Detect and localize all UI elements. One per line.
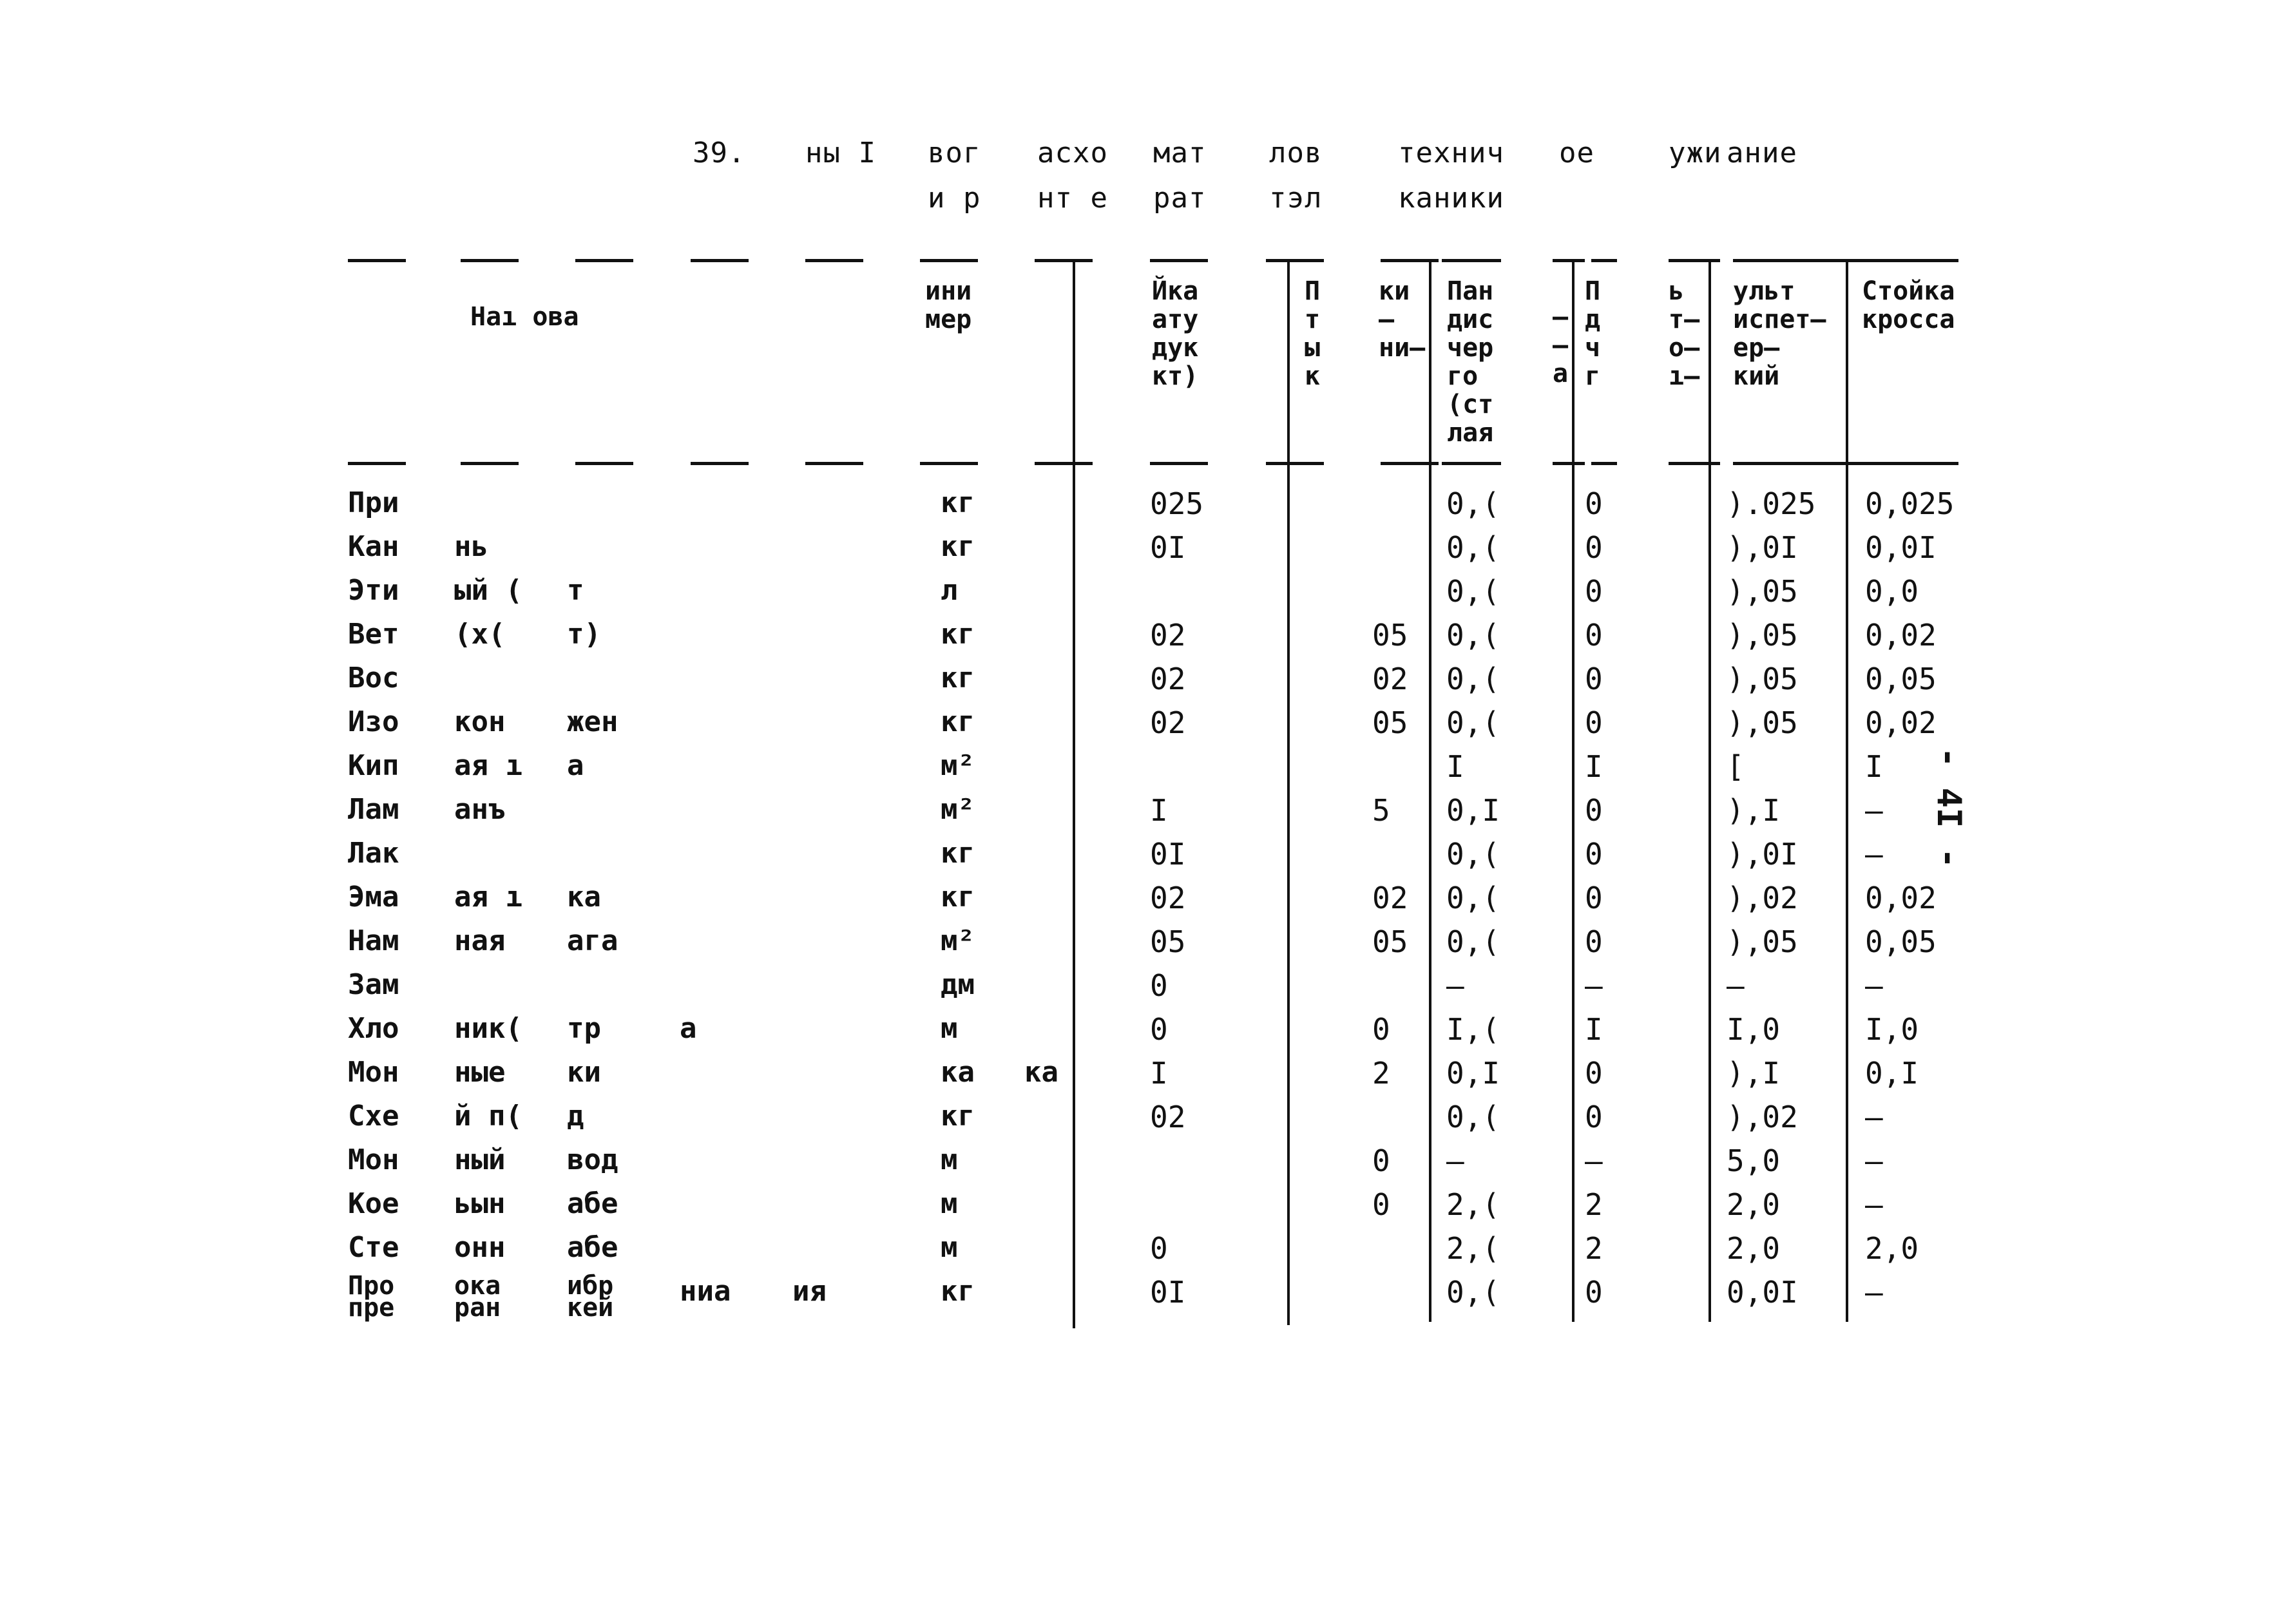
table-cell-f: –	[1865, 793, 1883, 828]
title-fragment-line2: тэл	[1269, 182, 1323, 215]
header-bottom-rule	[691, 462, 749, 465]
table-cell-a: 02	[1150, 618, 1186, 653]
header-top-rule	[920, 259, 978, 262]
title-fragment: лов	[1269, 137, 1323, 169]
table-cell-x: ка	[1024, 1056, 1058, 1089]
table-cell-e: [	[1727, 749, 1745, 784]
table-cell-unit: ка	[941, 1056, 975, 1089]
table-cell-a: 02	[1150, 881, 1186, 915]
table-cell-unit: м²	[941, 749, 975, 782]
header-bottom-rule	[1855, 462, 1958, 465]
column-header-panel: Пан дис чер го (ст лая	[1447, 276, 1494, 448]
table-cell-f: 0,02	[1865, 705, 1937, 740]
table-cell-n1: Эти	[348, 574, 399, 607]
table-cell-c: 0,(	[1446, 881, 1500, 915]
table-cell-d: 0	[1585, 705, 1603, 740]
header-bottom-rule	[1150, 462, 1208, 465]
title-fragment-line2: нт е	[1037, 182, 1108, 215]
table-cell-n4: а	[680, 1012, 697, 1045]
table-cell-d: I	[1585, 1012, 1603, 1047]
table-cell-e: ),05	[1727, 924, 1798, 959]
table-cell-unit: м	[941, 1143, 958, 1176]
table-cell-unit: кг	[941, 530, 975, 563]
table-cell-n3: т	[567, 574, 584, 607]
column-divider	[1708, 259, 1711, 1322]
table-cell-f: I,0	[1865, 1012, 1919, 1047]
table-cell-n3: ка	[567, 881, 601, 913]
table-cell-b: 05	[1372, 705, 1408, 740]
table-cell-c: 0,(	[1446, 618, 1500, 653]
table-cell-unit: кг	[941, 1100, 975, 1132]
table-cell-n1: Эма	[348, 881, 399, 913]
header-top-rule	[691, 259, 749, 262]
table-cell-b: 5	[1372, 793, 1390, 828]
column-divider	[1073, 259, 1075, 1328]
table-cell-f: 0,0	[1865, 574, 1919, 609]
table-cell-b: 0	[1372, 1012, 1390, 1047]
table-cell-n3: абе	[567, 1187, 618, 1220]
title-fragment: ны I	[805, 137, 876, 169]
table-cell-n1: Лам	[348, 793, 399, 826]
table-cell-n3: ки	[567, 1056, 601, 1089]
header-bottom-rule	[1553, 462, 1585, 465]
table-cell-f: 0,025	[1865, 486, 1955, 521]
table-cell-f: 2,0	[1865, 1231, 1919, 1266]
column-divider	[1572, 259, 1574, 1322]
table-cell-c: 0,(	[1446, 837, 1500, 872]
title-fragment: ужи	[1669, 137, 1722, 169]
table-cell-n2: ная	[454, 924, 506, 957]
table-cell-unit: дм	[941, 968, 975, 1001]
table-cell-c: 0,I	[1446, 793, 1500, 828]
table-cell-c: 0,(	[1446, 1100, 1500, 1134]
table-cell-b: 02	[1372, 662, 1408, 696]
table-cell-n2: анъ	[454, 793, 506, 826]
table-cell-f: 0,0I	[1865, 530, 1937, 565]
table-cell-f: –	[1865, 1143, 1883, 1178]
title-fragment: вог	[928, 137, 981, 169]
table-cell-n2: нь	[454, 530, 488, 563]
table-cell-e: 5,0	[1727, 1143, 1781, 1178]
table-cell-f: 0,05	[1865, 662, 1937, 696]
header-top-rule	[575, 259, 633, 262]
table-cell-unit: м	[941, 1012, 958, 1045]
header-top-rule	[1442, 259, 1501, 262]
table-cell-n1: При	[348, 486, 399, 519]
table-cell-d: 0	[1585, 618, 1603, 653]
table-cell-n2: ый (	[454, 574, 522, 607]
column-divider	[1287, 259, 1290, 1325]
table-cell-c: 0,I	[1446, 1056, 1500, 1091]
header-top-rule	[1266, 259, 1324, 262]
table-cell-n1: Сте	[348, 1231, 399, 1264]
table-cell-d: I	[1585, 749, 1603, 784]
table-cell-e: –	[1727, 968, 1745, 1003]
table-cell-a: 05	[1150, 924, 1186, 959]
table-cell-e: ),05	[1727, 662, 1798, 696]
table-cell-e: ).025	[1727, 486, 1816, 521]
table-cell-e: 0,0I	[1727, 1275, 1798, 1310]
table-cell-unit: кг	[941, 486, 975, 519]
table-cell-e: ),0I	[1727, 530, 1798, 565]
table-cell-n2: й п(	[454, 1100, 522, 1132]
table-cell-unit: кг	[941, 618, 975, 651]
table-cell-c: 2,(	[1446, 1187, 1500, 1222]
table-cell-a: 0	[1150, 1012, 1168, 1047]
table-cell-f: –	[1865, 1275, 1883, 1310]
table-cell-d: 2	[1585, 1187, 1603, 1222]
table-cell-n1: Кип	[348, 749, 399, 782]
table-cell-d: 0	[1585, 924, 1603, 959]
table-cell-f: 0,02	[1865, 881, 1937, 915]
header-bottom-rule	[348, 462, 406, 465]
header-bottom-rule	[1035, 462, 1093, 465]
header-bottom-rule	[805, 462, 863, 465]
table-cell-e: ),02	[1727, 1100, 1798, 1134]
column-header-c5: П т ы к	[1305, 276, 1321, 391]
table-cell-unit: кг	[941, 1275, 975, 1308]
table-cell-f: –	[1865, 968, 1883, 1003]
table-cell-f: 0,05	[1865, 924, 1937, 959]
table-cell-n2: ая ı	[454, 749, 522, 782]
column-header-console: ульт испет– ер– кий	[1733, 276, 1826, 391]
table-cell-e: ),0I	[1727, 837, 1798, 872]
header-top-rule	[805, 259, 863, 262]
header-top-rule	[348, 259, 406, 262]
table-cell-a: 0	[1150, 1231, 1168, 1266]
table-cell-n2: ные	[454, 1056, 506, 1089]
table-title	[683, 137, 1891, 233]
table-cell-d: –	[1585, 1143, 1603, 1178]
table-cell-e: 2,0	[1727, 1231, 1781, 1266]
header-top-rule	[461, 259, 519, 262]
table-cell-d: 0	[1585, 530, 1603, 565]
table-cell-c: I	[1446, 749, 1464, 784]
column-header-c10: ь т– о– ı–	[1669, 276, 1700, 391]
table-cell-d: 0	[1585, 486, 1603, 521]
title-fragment: мат	[1153, 137, 1207, 169]
table-cell-b: 05	[1372, 618, 1408, 653]
table-cell-a: 0I	[1150, 530, 1186, 565]
table-cell-c: 0,(	[1446, 705, 1500, 740]
header-top-rule	[1553, 259, 1585, 262]
header-top-rule	[1591, 259, 1617, 262]
title-fragment: технич	[1398, 137, 1504, 169]
table-cell-b: 05	[1372, 924, 1408, 959]
table-cell-n1: Кое	[348, 1187, 399, 1220]
table-cell-a: I	[1150, 1056, 1168, 1091]
table-cell-unit: л	[941, 574, 958, 607]
table-cell-n1: Мон	[348, 1143, 399, 1176]
table-cell-d: 0	[1585, 837, 1603, 872]
table-cell-unit: кг	[941, 662, 975, 694]
table-cell-f: I	[1865, 749, 1883, 784]
page-number: - 4I -	[1929, 747, 1968, 868]
table-cell-n1: Лак	[348, 837, 399, 870]
table-cell-e: I,0	[1727, 1012, 1781, 1047]
table-cell-n1: Кан	[348, 530, 399, 563]
header-bottom-rule	[1442, 462, 1501, 465]
table-cell-f: –	[1865, 837, 1883, 872]
header-bottom-rule	[1266, 462, 1324, 465]
title-fragment: асхо	[1037, 137, 1108, 169]
header-bottom-rule	[1669, 462, 1720, 465]
table-cell-c: 0,(	[1446, 1275, 1500, 1310]
table-cell-b: 02	[1372, 881, 1408, 915]
table-cell-n1: Мон	[348, 1056, 399, 1089]
table-cell-n1: Нам	[348, 924, 399, 957]
table-cell-unit: м²	[941, 793, 975, 826]
header-top-rule	[1150, 259, 1208, 262]
table-cell-n3: ибр кей	[567, 1271, 614, 1323]
header-bottom-rule	[461, 462, 519, 465]
table-cell-n3: абе	[567, 1231, 618, 1264]
header-top-rule	[1669, 259, 1720, 262]
table-cell-c: 0,(	[1446, 486, 1500, 521]
table-cell-e: ),02	[1727, 881, 1798, 915]
table-cell-d: 0	[1585, 793, 1603, 828]
table-cell-a: 0I	[1150, 837, 1186, 872]
table-cell-d: 0	[1585, 1275, 1603, 1310]
table-cell-e: ),I	[1727, 1056, 1781, 1091]
table-cell-e: ),05	[1727, 618, 1798, 653]
table-cell-a: 0I	[1150, 1275, 1186, 1310]
table-cell-n1: Зам	[348, 968, 399, 1001]
table-cell-a: 025	[1150, 486, 1204, 521]
table-cell-d: 2	[1585, 1231, 1603, 1266]
table-cell-n3: т)	[567, 618, 601, 651]
table-cell-f: –	[1865, 1100, 1883, 1134]
column-header-unit: ини мер	[925, 276, 972, 334]
table-cell-n3: вод	[567, 1143, 618, 1176]
column-header-c8: – – а	[1553, 302, 1569, 388]
table-cell-d: 0	[1585, 574, 1603, 609]
table-cell-n3: жен	[567, 705, 618, 738]
table-cell-f: 0,I	[1865, 1056, 1919, 1091]
table-cell-n2: ая ı	[454, 881, 522, 913]
table-cell-c: 0,(	[1446, 924, 1500, 959]
table-cell-b: 2	[1372, 1056, 1390, 1091]
table-cell-e: 2,0	[1727, 1187, 1781, 1222]
table-cell-d: 0	[1585, 1100, 1603, 1134]
table-cell-c: –	[1446, 968, 1464, 1003]
table-cell-unit: кг	[941, 705, 975, 738]
table-cell-n1: Изо	[348, 705, 399, 738]
table-cell-unit: кг	[941, 881, 975, 913]
table-cell-n4: ниа	[680, 1275, 731, 1308]
table-cell-a: 02	[1150, 662, 1186, 696]
table-cell-c: 0,(	[1446, 662, 1500, 696]
title-fragment-line2: и р	[928, 182, 981, 215]
table-cell-n1: Хло	[348, 1012, 399, 1045]
table-cell-d: 0	[1585, 1056, 1603, 1091]
table-cell-c: –	[1446, 1143, 1464, 1178]
table-cell-c: 0,(	[1446, 530, 1500, 565]
title-fragment-line2: рат	[1153, 182, 1207, 215]
table-cell-d: –	[1585, 968, 1603, 1003]
column-header-name: Наı ова	[470, 302, 579, 332]
header-bottom-rule	[575, 462, 633, 465]
table-cell-n1: Схе	[348, 1100, 399, 1132]
table-cell-n3: тр	[567, 1012, 601, 1045]
table-cell-unit: м²	[941, 924, 975, 957]
table-cell-c: 2,(	[1446, 1231, 1500, 1266]
table-cell-n2: ный	[454, 1143, 506, 1176]
table-cell-c: 0,(	[1446, 574, 1500, 609]
column-divider	[1429, 259, 1431, 1322]
table-cell-c: I,(	[1446, 1012, 1500, 1047]
table-cell-n2: ник(	[454, 1012, 522, 1045]
column-header-apparatus: Йка ату дук кт)	[1152, 276, 1199, 391]
table-cell-b: 0	[1372, 1187, 1390, 1222]
table-cell-n2: кон	[454, 705, 506, 738]
title-fragment: ание	[1727, 137, 1797, 169]
table-cell-a: 0	[1150, 968, 1168, 1003]
header-bottom-rule	[920, 462, 978, 465]
table-cell-n1: Вет	[348, 618, 399, 651]
title-fragment-line2: каники	[1398, 182, 1504, 215]
table-cell-unit: кг	[941, 837, 975, 870]
table-cell-n1: Вос	[348, 662, 399, 694]
table-cell-a: 02	[1150, 1100, 1186, 1134]
table-cell-n3: д	[567, 1100, 584, 1132]
column-header-c9: П д ч г	[1585, 276, 1601, 391]
table-cell-n3: ага	[567, 924, 618, 957]
table-cell-unit: м	[941, 1231, 958, 1264]
column-header-c6: ки – ни–	[1379, 276, 1426, 363]
table-cell-e: ),I	[1727, 793, 1781, 828]
table-cell-n2: (х(	[454, 618, 506, 651]
title-fragment: 39.	[693, 137, 746, 169]
table-cell-n5: ия	[792, 1275, 827, 1308]
table-cell-f: 0,02	[1865, 618, 1937, 653]
table-cell-d: 0	[1585, 662, 1603, 696]
table-cell-a: 02	[1150, 705, 1186, 740]
table-cell-b: 0	[1372, 1143, 1390, 1178]
table-cell-e: ),05	[1727, 574, 1798, 609]
table-cell-n2: ока ран	[454, 1271, 501, 1323]
table-cell-f: –	[1865, 1187, 1883, 1222]
table-cell-d: 0	[1585, 881, 1603, 915]
table-cell-unit: м	[941, 1187, 958, 1220]
header-top-rule	[1035, 259, 1093, 262]
table-cell-n3: а	[567, 749, 584, 782]
table-cell-n1: Про пре	[348, 1271, 395, 1323]
table-cell-e: ),05	[1727, 705, 1798, 740]
table-cell-n2: ьын	[454, 1187, 506, 1220]
column-header-rack: Стойка кросса	[1862, 276, 1955, 334]
header-bottom-rule	[1591, 462, 1617, 465]
header-top-rule	[1855, 259, 1958, 262]
title-fragment: ое	[1559, 137, 1594, 169]
column-divider	[1846, 259, 1848, 1322]
table-cell-n2: онн	[454, 1231, 506, 1264]
table-cell-a: I	[1150, 793, 1168, 828]
